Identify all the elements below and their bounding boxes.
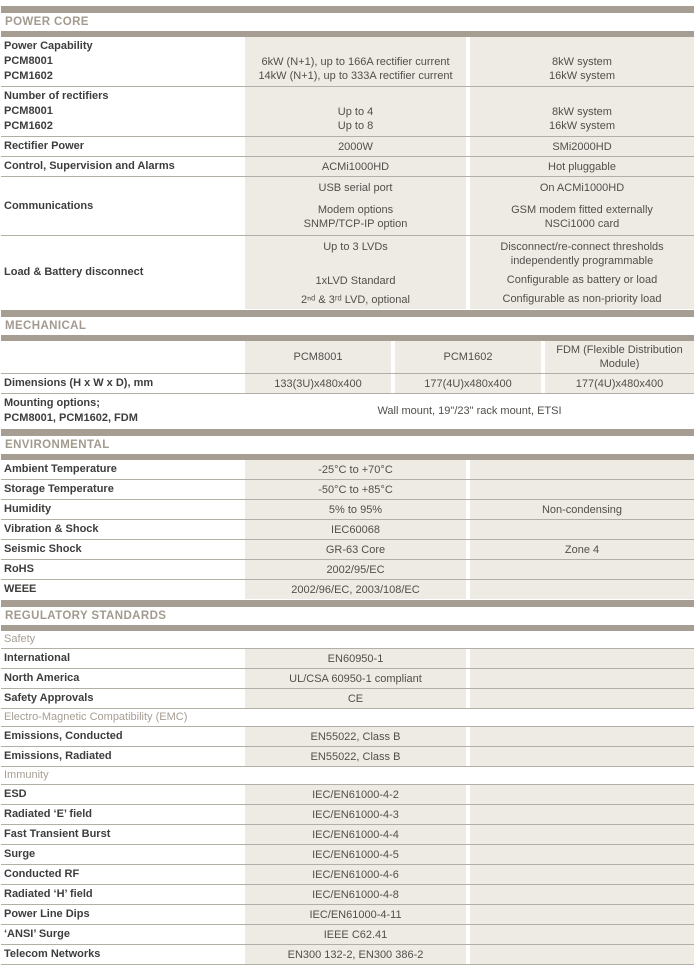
row-label: Ambient Temperature bbox=[4, 463, 117, 475]
cell-mid: 5% to 95% bbox=[245, 500, 466, 519]
cell-mid: 2000W bbox=[245, 137, 466, 156]
row-radiated-e-field bbox=[1, 804, 694, 824]
value-line: 6kW (N+1), up to 166A rectifier current bbox=[261, 56, 450, 68]
row-mechanical-column-headers bbox=[1, 341, 694, 373]
row-ansi-surge bbox=[1, 924, 694, 944]
cell-mid: ACMi1000HD bbox=[245, 157, 466, 176]
value-line: NSCi1000 card bbox=[544, 218, 620, 230]
row-number-of-rectifiers bbox=[1, 86, 694, 136]
row-label-empty bbox=[1, 341, 245, 373]
cell-mid: IEC/EN61000-4-5 bbox=[245, 845, 466, 864]
row-label: North America bbox=[4, 672, 80, 684]
row-dimensions bbox=[1, 373, 694, 393]
cell-right: Hot pluggable bbox=[470, 157, 694, 176]
cell-fdm: 177(4U)x480x400 bbox=[545, 374, 694, 393]
row-rectifier-power bbox=[1, 136, 694, 156]
row-label: RoHS bbox=[4, 563, 34, 575]
value-line: Up to 4 bbox=[337, 106, 374, 118]
row-label: Conducted RF bbox=[4, 868, 80, 880]
cell-right bbox=[470, 885, 694, 904]
cell-pcm1602: 177(4U)x480x400 bbox=[395, 374, 541, 393]
row-safety-approvals bbox=[1, 688, 694, 708]
cell-right bbox=[470, 560, 694, 579]
row-label: Emissions, Radiated bbox=[4, 750, 112, 762]
cell-right: Non-condensing bbox=[470, 500, 694, 519]
label-line: Power Capability bbox=[4, 40, 93, 52]
label-line: Number of rectifiers bbox=[4, 90, 109, 102]
row-telecom-networks bbox=[1, 944, 694, 964]
cell-mid: 2002/96/EC, 2003/108/EC bbox=[245, 580, 466, 599]
value-line: 8kW system bbox=[552, 56, 612, 68]
row-humidity bbox=[1, 499, 694, 519]
row-label bbox=[1, 394, 245, 428]
row-label: Dimensions (H x W x D), mm bbox=[4, 377, 154, 389]
row-weee bbox=[1, 579, 694, 599]
row-label: Power Line Dips bbox=[4, 908, 90, 920]
cell-right bbox=[470, 865, 694, 884]
subsection-heading-immunity: Immunity bbox=[1, 766, 694, 784]
cell-right bbox=[470, 87, 694, 136]
cell-mid: IEC/EN61000-4-11 bbox=[245, 905, 466, 924]
section-title-environmental: ENVIRONMENTAL bbox=[5, 439, 110, 451]
row-label: Load & Battery disconnect bbox=[4, 266, 144, 278]
cell-right bbox=[470, 905, 694, 924]
row-label bbox=[1, 37, 245, 86]
cell-mid: 2002/95/EC bbox=[245, 560, 466, 579]
cell-mid: EN55022, Class B bbox=[245, 747, 466, 766]
row-international bbox=[1, 648, 694, 668]
row-label: International bbox=[4, 652, 71, 664]
section-title-mechanical: MECHANICAL bbox=[5, 320, 87, 332]
row-north-america bbox=[1, 668, 694, 688]
cell-mid: EN60950-1 bbox=[245, 649, 466, 668]
row-label: Safety Approvals bbox=[4, 692, 94, 704]
cell-mid: -25°C to +70°C bbox=[245, 460, 466, 479]
cell-mid: IEC/EN61000-4-4 bbox=[245, 825, 466, 844]
row-vibration-shock bbox=[1, 519, 694, 539]
value-line: 1xLVD Standard bbox=[315, 275, 396, 287]
label-line: PCM8001 bbox=[4, 55, 53, 67]
section-title-regulatory-standards: REGULATORY STANDARDS bbox=[5, 610, 167, 622]
cell-mid: IEC/EN61000-4-8 bbox=[245, 885, 466, 904]
row-rohs bbox=[1, 559, 694, 579]
value-line: Disconnect/re-connect thresholds independently programmable bbox=[500, 241, 664, 267]
section-header-environmental bbox=[1, 429, 694, 460]
section-bar-top bbox=[1, 6, 694, 13]
row-label: Surge bbox=[4, 848, 36, 860]
value-line: Modem options bbox=[317, 204, 394, 216]
cell-mid: EN55022, Class B bbox=[245, 727, 466, 746]
section-bar-top bbox=[1, 429, 694, 436]
cell-mounting-value: Wall mount, 19"/23" rack mount, ETSI bbox=[245, 394, 694, 428]
cell-right bbox=[470, 945, 694, 964]
value-line: GSM modem fitted externally bbox=[511, 204, 653, 216]
label-line: PCM1602 bbox=[4, 70, 53, 82]
value-line: 16kW system bbox=[548, 120, 615, 132]
value-line: Configurable as non-priority load bbox=[502, 293, 662, 305]
value-line: On ACMi1000HD bbox=[539, 182, 625, 194]
cell-mid: IEC/EN61000-4-2 bbox=[245, 785, 466, 804]
cell-right bbox=[470, 460, 694, 479]
cell-right bbox=[470, 747, 694, 766]
cell-right bbox=[470, 177, 694, 235]
cell-mid: CE bbox=[245, 689, 466, 708]
cell-mid: -50°C to +85°C bbox=[245, 480, 466, 499]
cell-right: Zone 4 bbox=[470, 540, 694, 559]
cell-mid bbox=[245, 177, 466, 235]
mechanical-rows bbox=[1, 341, 694, 428]
cell-right bbox=[470, 520, 694, 539]
cell-right: SMi2000HD bbox=[470, 137, 694, 156]
cell-right bbox=[470, 689, 694, 708]
row-power-capability bbox=[1, 37, 694, 86]
row-label: Radiated ‘H’ field bbox=[4, 888, 93, 900]
section-header-power-core bbox=[1, 6, 694, 37]
row-storage-temperature bbox=[1, 479, 694, 499]
row-surge bbox=[1, 844, 694, 864]
row-power-line-dips bbox=[1, 904, 694, 924]
cell-mid: IEC/EN61000-4-3 bbox=[245, 805, 466, 824]
row-label: Humidity bbox=[4, 503, 52, 515]
section-bar-top bbox=[1, 310, 694, 317]
row-label: ESD bbox=[4, 788, 27, 800]
row-label: ‘ANSI’ Surge bbox=[4, 928, 71, 940]
row-fast-transient-burst bbox=[1, 824, 694, 844]
label-line: Mounting options; bbox=[4, 397, 100, 409]
value-line: USB serial port bbox=[318, 182, 393, 194]
row-label: WEEE bbox=[4, 583, 37, 595]
cell-right bbox=[470, 669, 694, 688]
cell-right bbox=[470, 37, 694, 86]
column-header-pcm8001: PCM8001 bbox=[245, 341, 391, 373]
cell-pcm8001: 133(3U)x480x400 bbox=[245, 374, 391, 393]
row-label: Communications bbox=[4, 199, 94, 212]
row-label: Control, Supervision and Alarms bbox=[4, 160, 175, 172]
value-line: SNMP/TCP-IP option bbox=[303, 218, 408, 230]
cell-mid: UL/CSA 60950-1 compliant bbox=[245, 669, 466, 688]
value-line: Up to 8 bbox=[337, 120, 374, 132]
cell-right bbox=[470, 785, 694, 804]
row-radiated-h-field bbox=[1, 884, 694, 904]
row-label: Emissions, Conducted bbox=[4, 730, 123, 742]
label-line: PCM8001 bbox=[4, 105, 53, 117]
value-line: Up to 3 LVDs bbox=[323, 241, 388, 253]
cell-mid: EN300 132-2, EN300 386-2 bbox=[245, 945, 466, 964]
cell-mid: IEEE C62.41 bbox=[245, 925, 466, 944]
environmental-rows bbox=[1, 460, 694, 599]
cell-right bbox=[470, 845, 694, 864]
cell-right bbox=[470, 580, 694, 599]
row-label: Rectifier Power bbox=[4, 140, 85, 152]
row-emissions-conducted bbox=[1, 726, 694, 746]
row-label: Radiated ‘E’ field bbox=[4, 808, 93, 820]
value-line: 8kW system bbox=[552, 106, 612, 118]
column-header-fdm: FDM (Flexible Distribution Module) bbox=[545, 341, 694, 373]
row-seismic-shock bbox=[1, 539, 694, 559]
value-line: 16kW system bbox=[548, 70, 615, 82]
cell-right bbox=[470, 649, 694, 668]
section-title-power-core: POWER CORE bbox=[5, 16, 89, 28]
section-header-mechanical bbox=[1, 310, 694, 341]
value-line: 14kW (N+1), up to 333A rectifier current bbox=[258, 70, 453, 82]
value-line: 2ⁿᵈ & 3ʳᵈ LVD, optional bbox=[301, 294, 410, 306]
column-header-pcm1602: PCM1602 bbox=[395, 341, 541, 373]
cell-right bbox=[470, 480, 694, 499]
cell-right bbox=[470, 825, 694, 844]
row-label: Storage Temperature bbox=[4, 483, 114, 495]
regulatory-rows bbox=[1, 631, 694, 965]
row-emissions-radiated bbox=[1, 746, 694, 766]
cell-mid: GR-63 Core bbox=[245, 540, 466, 559]
section-header-regulatory-standards bbox=[1, 600, 694, 631]
cell-right bbox=[470, 925, 694, 944]
row-mounting-options bbox=[1, 393, 694, 428]
subsection-heading-emc: Electro-Magnetic Compatibility (EMC) bbox=[1, 708, 694, 726]
value-line: Configurable as battery or load bbox=[506, 274, 658, 286]
cell-mid bbox=[245, 87, 466, 136]
row-label: Vibration & Shock bbox=[4, 523, 99, 535]
row-communications bbox=[1, 176, 694, 235]
cell-right bbox=[470, 727, 694, 746]
subsection-heading-safety: Safety bbox=[1, 631, 694, 648]
cell-mid bbox=[245, 37, 466, 86]
row-load-battery-disconnect bbox=[1, 235, 694, 309]
row-control-supervision-alarms bbox=[1, 156, 694, 176]
cell-mid: IEC60068 bbox=[245, 520, 466, 539]
row-label bbox=[1, 87, 245, 136]
row-esd bbox=[1, 784, 694, 804]
cell-mid: IEC/EN61000-4-6 bbox=[245, 865, 466, 884]
label-line: PCM8001, PCM1602, FDM bbox=[4, 412, 138, 424]
cell-mid bbox=[245, 236, 466, 309]
cell-right bbox=[470, 236, 694, 309]
row-ambient-temperature bbox=[1, 460, 694, 479]
row-label: Seismic Shock bbox=[4, 543, 82, 555]
power-core-rows bbox=[1, 37, 694, 309]
row-label: Fast Transient Burst bbox=[4, 828, 111, 840]
row-conducted-rf bbox=[1, 864, 694, 884]
label-line: PCM1602 bbox=[4, 120, 53, 132]
section-bar-top bbox=[1, 600, 694, 607]
row-label: Telecom Networks bbox=[4, 948, 101, 960]
cell-right bbox=[470, 805, 694, 824]
